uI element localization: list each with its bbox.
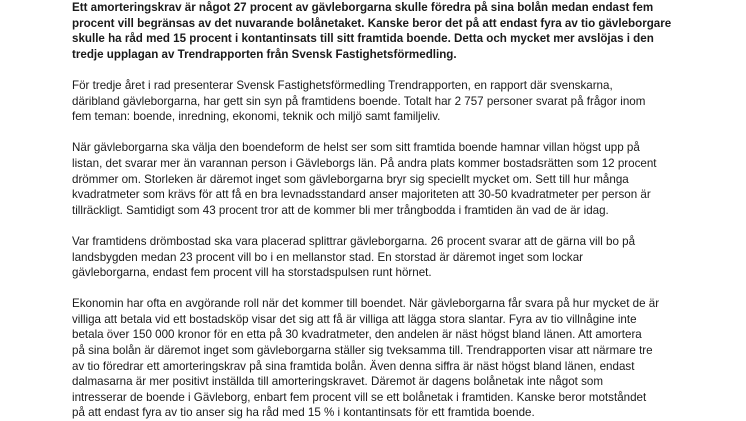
paragraph-spacer bbox=[72, 218, 682, 234]
lead-line: tredje upplagan av Trendrapporten från Svensk Fastighetsförmedling. bbox=[72, 47, 457, 61]
body-line: Var framtidens drömbostad ska vara placerad splittrar gävleborgarna. 26 procent svarar att de gärna vill bo på bbox=[72, 234, 636, 248]
paragraph-spacer bbox=[72, 125, 682, 141]
body-line: intresserar de boende i Gävleborg, enbart fem procent vill se ett bolånetak i framtiden. Kanske beror motståndet bbox=[72, 390, 647, 404]
body-line: Ekonomin har ofta en avgörande roll när det kommer till boendet. När gävleborgarna får svara på hur mycket de är bbox=[72, 297, 660, 311]
paragraph-spacer bbox=[72, 281, 682, 297]
body-paragraph-economy bbox=[72, 296, 682, 421]
body-line: på att endast fyra av tio anser sig ha råd med 15 % i kontantinsats för ett framtida boende. bbox=[72, 406, 535, 420]
body-line: För tredje året i rad presenterar Svensk Fastighetsförmedling Trendrapporten, en rapport där svenskarna, bbox=[72, 78, 613, 92]
article bbox=[72, 0, 682, 421]
body-line: När gävleborgarna ska välja den boendeform de helst ser som sitt framtida boende hamnar villan högst upp på bbox=[72, 141, 640, 155]
body-line: tillräckligt. Samtidigt som 43 procent tror att de kommer bli mer trångbodda i framtiden än vad de är idag. bbox=[72, 203, 609, 217]
body-line: av tio föredrar ett amorteringskrav på sina framtida bolån. Även denna siffra är näst högst bland länen, endast bbox=[72, 359, 635, 373]
body-line: gävleborgarna, endast fem procent vill ha storstadspulsen runt hörnet. bbox=[72, 266, 432, 280]
body-paragraph-intro bbox=[72, 78, 682, 125]
body-paragraph-location bbox=[72, 234, 682, 281]
body-line: dalmasarna är mer positivt inställda till amorteringskravet. Däremot är dagens bolånetak inte något som bbox=[72, 375, 603, 389]
body-line: landsbygden medan 23 procent vill bo i en mellanstor stad. En storstad är däremot inget som lockar bbox=[72, 250, 584, 264]
paragraph-spacer bbox=[72, 62, 682, 78]
body-line: drömmer om. Storleken är däremot inget som gävleborgarna bryr sig speciellt mycket om. Sett till hur många bbox=[72, 172, 629, 186]
lead-line: skulle ha råd med 15 procent i kontantinsats till sitt framtida boende. Detta och mycket mer avslöjas i den bbox=[72, 32, 654, 46]
lead-paragraph bbox=[72, 0, 682, 62]
body-paragraph-housing-type bbox=[72, 140, 682, 218]
lead-line: Ett amorteringskrav är något 27 procent av gävleborgarna skulle föredra på sina bolån medan endast fem bbox=[72, 1, 654, 14]
lead-line: procent vill begränsas av det nuvarande bolånetaket. Kanske beror det på att endast fyra av tio gävleborgare bbox=[72, 16, 672, 30]
body-line: på sina bolån är däremot inget som gävleborgarna ställer sig tveksamma till. Trendrapporten visar att närmare tre bbox=[72, 344, 653, 358]
body-line: listan, det svarar mer än varannan person i Gävleborgs län. På andra plats kommer bostadsrätten som 12 procent bbox=[72, 156, 657, 170]
body-line: betala över 150 000 kronor för en etta på 30 kvadratmeter, den andelen är näst högst bland länen. Att amortera bbox=[72, 328, 642, 342]
body-line: däribland gävleborgarna, har gett sin syn på framtidens boende. Totalt har 2 757 personer svarat på frågor inom bbox=[72, 94, 646, 108]
body-line: kvadratmeter som krävs för att få en bra levnadsstandard anser majoriteten att 30-50 kvadratmeter per person är bbox=[72, 188, 651, 202]
body-line: villiga att betala vid ett bostadsköp visar det sig att få är villiga att lägga stora slantar. Fyra av tio villnågine inte bbox=[72, 312, 637, 326]
body-line: fem teman: boende, inredning, ekonomi, teknik och miljö samt familjeliv. bbox=[72, 110, 441, 124]
